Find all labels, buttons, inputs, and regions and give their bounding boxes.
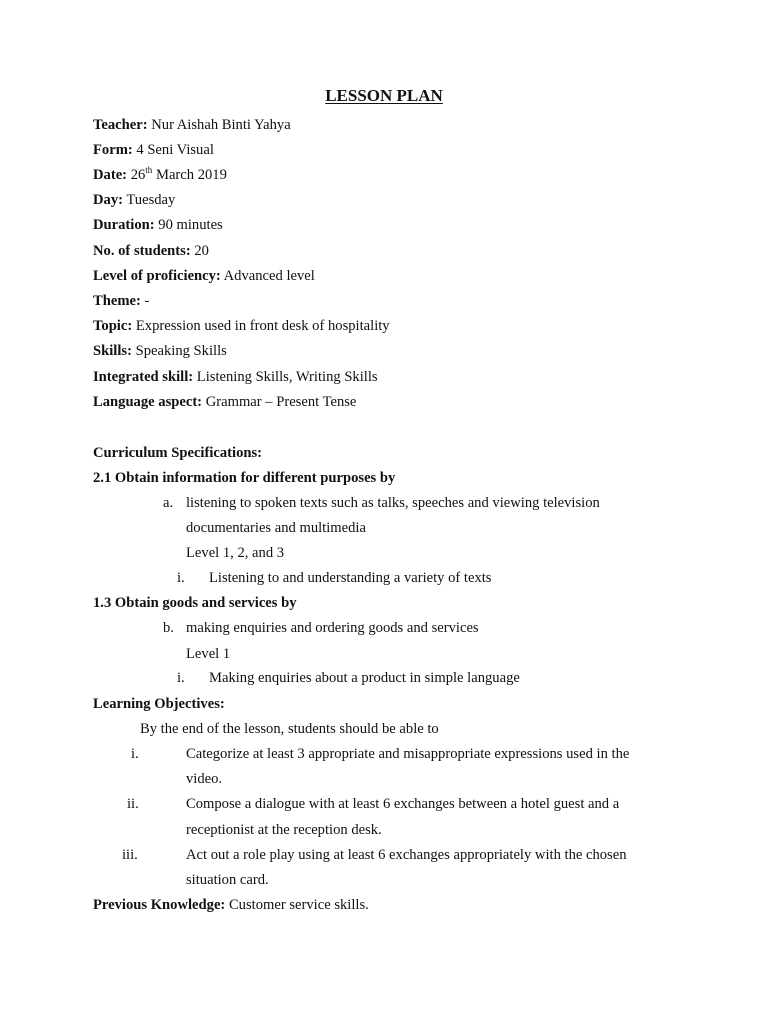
spec-1-3-sub-marker: i. bbox=[177, 670, 185, 686]
theme-value: - bbox=[144, 293, 150, 309]
spec-2-1-sub-marker: i. bbox=[177, 570, 185, 586]
day-label: Day: bbox=[93, 192, 123, 208]
duration-value: 90 minutes bbox=[158, 217, 223, 233]
students-row bbox=[93, 241, 209, 261]
curriculum-heading: Curriculum Specifications: bbox=[93, 445, 263, 461]
topic-row bbox=[93, 316, 390, 336]
previous-knowledge-row bbox=[93, 895, 369, 915]
spec-2-1-item-line-2: documentaries and multimedia bbox=[186, 520, 366, 536]
objective-3-line-1: Act out a role play using at least 6 exchanges appropriately with the chosen bbox=[186, 847, 627, 863]
integrated-skill-label: Integrated skill: bbox=[93, 369, 194, 385]
spec-1-3-item-marker: b. bbox=[163, 620, 174, 636]
objective-3-line-2: situation card. bbox=[186, 872, 269, 888]
previous-knowledge-label: Previous Knowledge: bbox=[93, 897, 226, 913]
duration-label: Duration: bbox=[93, 217, 155, 233]
language-aspect-row bbox=[93, 392, 356, 412]
integrated-skill-value: Listening Skills, Writing Skills bbox=[196, 369, 378, 385]
proficiency-row bbox=[93, 266, 315, 286]
skills-row bbox=[93, 341, 227, 361]
page-title: LESSON PLAN bbox=[325, 86, 443, 105]
form-row bbox=[93, 140, 214, 160]
teacher-value: Nur Aishah Binti Yahya bbox=[151, 117, 291, 133]
objective-2-line-1: Compose a dialogue with at least 6 exchanges between a hotel guest and a bbox=[186, 796, 620, 812]
teacher-label: Teacher: bbox=[93, 117, 148, 133]
skills-label: Skills: bbox=[93, 343, 132, 359]
objective-2-line-2: receptionist at the reception desk. bbox=[186, 822, 382, 838]
date-rest: March 2019 bbox=[155, 167, 227, 183]
language-aspect-label: Language aspect: bbox=[93, 394, 203, 410]
theme-label: Theme: bbox=[93, 293, 141, 309]
proficiency-label: Level of proficiency: bbox=[93, 268, 221, 284]
date-label: Date: bbox=[93, 167, 128, 183]
spec-1-3-item-line-1: making enquiries and ordering goods and services bbox=[186, 620, 479, 636]
spec-2-1-item-marker: a. bbox=[163, 495, 174, 511]
spec-1-3-sub-text: Making enquiries about a product in simple language bbox=[209, 670, 520, 686]
date-row bbox=[93, 165, 227, 185]
form-value: 4 Seni Visual bbox=[136, 142, 214, 158]
objective-1-line-2: video. bbox=[186, 771, 223, 787]
objective-1-marker: i. bbox=[131, 746, 139, 762]
language-aspect-value: Grammar – Present Tense bbox=[205, 394, 357, 410]
teacher-row bbox=[93, 115, 291, 135]
topic-label: Topic: bbox=[93, 318, 133, 334]
day-value: Tuesday bbox=[126, 192, 176, 208]
students-label: No. of students: bbox=[93, 243, 191, 259]
form-label: Form: bbox=[93, 142, 133, 158]
objectives-intro: By the end of the lesson, students should be able to bbox=[140, 721, 439, 737]
students-value: 20 bbox=[194, 243, 209, 259]
date-day: 26 bbox=[130, 167, 146, 183]
theme-row bbox=[93, 291, 149, 311]
spec-1-3-level: Level 1 bbox=[186, 646, 231, 662]
objective-2-marker: ii. bbox=[127, 796, 139, 812]
topic-value: Expression used in front desk of hospitality bbox=[135, 318, 390, 334]
objective-3-marker: iii. bbox=[122, 847, 138, 863]
day-row bbox=[93, 190, 175, 210]
objective-1-line-1: Categorize at least 3 appropriate and misappropriate expressions used in the bbox=[186, 746, 630, 762]
proficiency-value: Advanced level bbox=[223, 268, 315, 284]
spec-1-3-heading: 1.3 Obtain goods and services by bbox=[93, 595, 297, 611]
learning-objectives-heading: Learning Objectives: bbox=[93, 696, 225, 712]
previous-knowledge-value: Customer service skills. bbox=[228, 897, 369, 913]
duration-row bbox=[93, 215, 223, 235]
date-suffix: th bbox=[145, 165, 153, 175]
skills-value: Speaking Skills bbox=[135, 343, 227, 359]
spec-2-1-heading: 2.1 Obtain information for different purposes by bbox=[93, 470, 396, 486]
spec-2-1-level: Level 1, 2, and 3 bbox=[186, 545, 285, 561]
spec-2-1-item-line-1: listening to spoken texts such as talks, speeches and viewing television bbox=[186, 495, 600, 511]
integrated-skill-row bbox=[93, 367, 378, 387]
spec-2-1-sub-text: Listening to and understanding a variety of texts bbox=[209, 570, 492, 586]
